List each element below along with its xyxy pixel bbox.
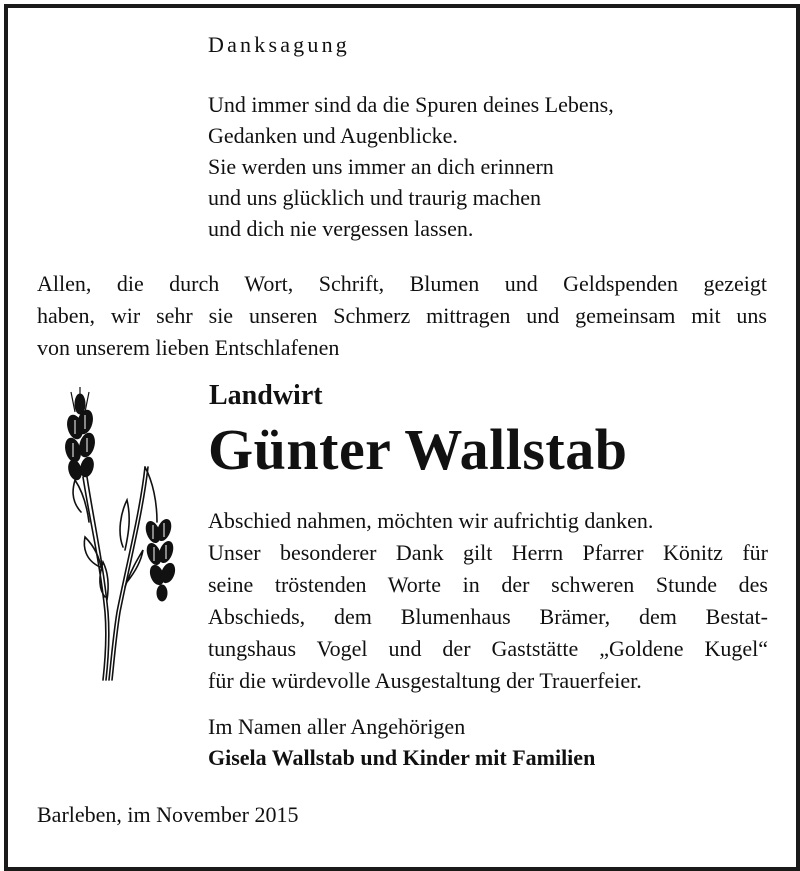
poem-line: Gedanken und Augenblicke. — [208, 123, 458, 148]
poem-line: Und immer sind da die Spuren deines Lebens, — [208, 92, 614, 117]
poem-line: und dich nie vergessen lassen. — [208, 216, 474, 241]
deceased-name: Günter Wallstab — [208, 417, 628, 482]
thanks-line: Allen, die durch Wort, Schrift, Blumen und Geldspenden gezeigt — [37, 271, 767, 296]
poem-line: Sie werden uns immer an dich erinnern — [208, 154, 554, 179]
farewell-line: Abschieds, dem Blumenhaus Brämer, dem Bestat- — [208, 604, 768, 629]
farewell-line: Unser besonderer Dank gilt Herrn Pfarrer Könitz für — [208, 540, 768, 565]
notice-heading: Danksagung — [208, 32, 350, 57]
farewell-line: tungshaus Vogel und der Gaststätte „Goldene Kugel“ — [208, 636, 768, 661]
signers: Gisela Wallstab und Kinder mit Familien — [208, 745, 596, 770]
thanks-line: von unserem lieben Entschlafenen — [37, 335, 340, 360]
thanks-line: haben, wir sehr sie unseren Schmerz mittragen und gemeinsam mit uns — [37, 303, 767, 328]
place-date: Barleben, im November 2015 — [37, 802, 299, 827]
farewell-line: Abschied nahmen, möchten wir aufrichtig danken. — [208, 508, 654, 533]
behalf-line: Im Namen aller Angehörigen — [208, 714, 466, 739]
poem-line: und uns glücklich und traurig machen — [208, 185, 541, 210]
thanks-paragraph — [37, 268, 767, 364]
wheat-ears-icon — [45, 382, 195, 682]
farewell-line: für die würdevolle Ausgestaltung der Trauerfeier. — [208, 668, 642, 693]
occupation: Landwirt — [209, 380, 323, 411]
farewell-line: seine tröstenden Worte in der schweren Stunde des — [208, 572, 768, 597]
poem — [208, 89, 614, 244]
farewell-paragraph — [208, 505, 768, 697]
